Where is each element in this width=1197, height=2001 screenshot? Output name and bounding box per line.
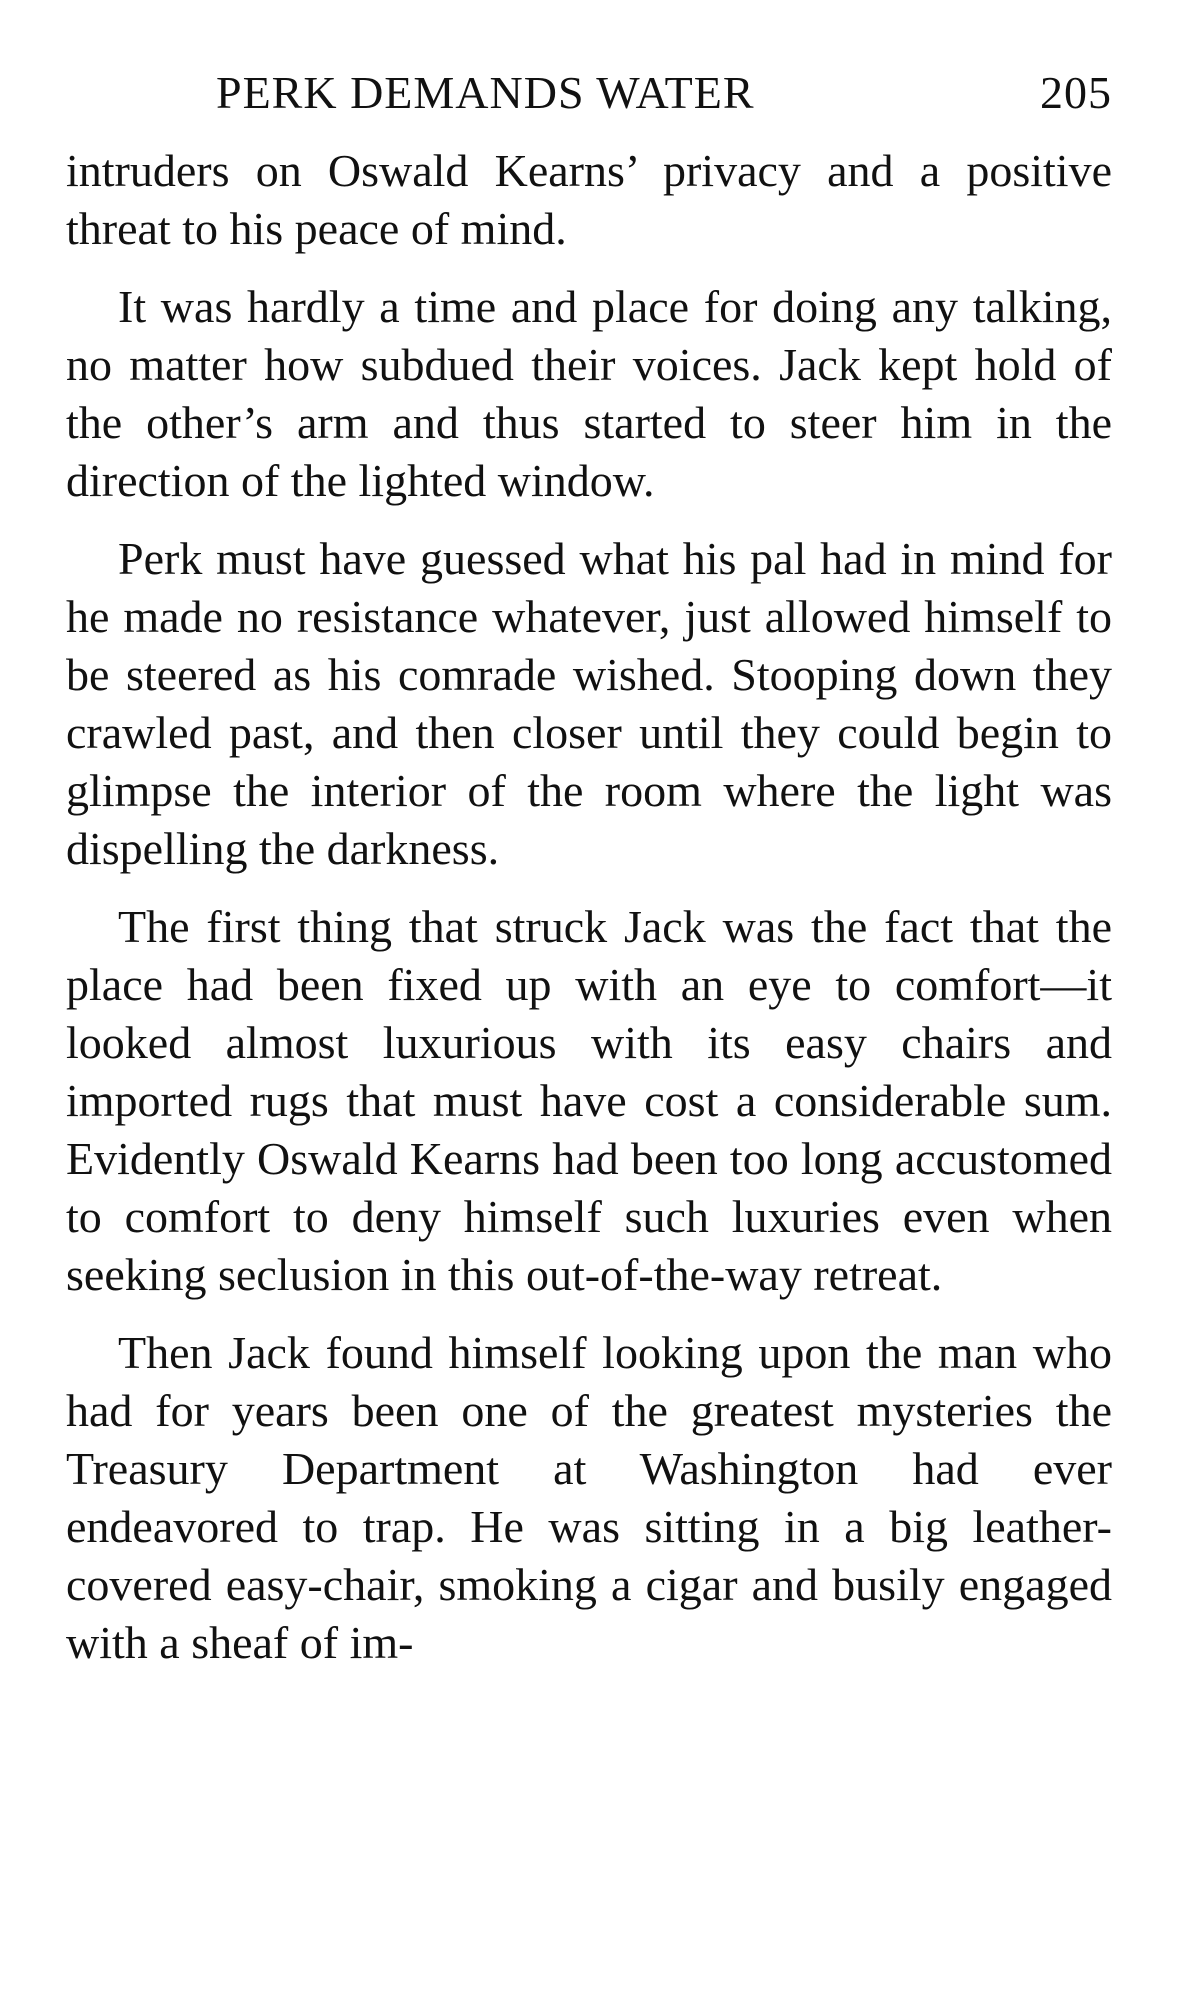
paragraph: The first thing that struck Jack was the fact that the place had been fixed up with an eye to comfort—it looked almost luxurious with its easy chairs and imported rugs that must have cost a considerable sum. Evidently Oswald Kearns had been too long accustomed to comfort to deny himself such luxuries even when seeking seclusion in this out-of-the-way retreat. — [66, 901, 1112, 1300]
paragraph-continuation: intruders on Oswald Kearns’ privacy and a positive threat to his peace of mind. — [66, 145, 1112, 254]
paragraph: Perk must have guessed what his pal had in mind for he made no resistance whatever, just allowed himself to be steered as his comrade wished. Stooping down they crawled past, and then closer until they could begin to glimpse the interior of the room where the light was dispelling the darkness. — [66, 533, 1112, 874]
page-number: 205 — [1040, 67, 1112, 118]
chapter-title: PERK DEMANDS WATER — [216, 67, 755, 118]
paragraph: It was hardly a time and place for doing any talking, no matter how subdued their voices. Jack kept hold of the other’s arm and thus started to steer him in the direction of the lighted window. — [66, 281, 1112, 506]
running-head — [66, 58, 1112, 128]
paragraph: Then Jack found himself looking upon the man who had for years been one of the greatest mysteries the Treasury Department at Washington had ever endeavored to trap. He was sitting in a big leather-covered easy-chair, smoking a cigar and busily engaged with a sheaf of im- — [66, 1327, 1112, 1668]
body-text — [66, 142, 1112, 1672]
